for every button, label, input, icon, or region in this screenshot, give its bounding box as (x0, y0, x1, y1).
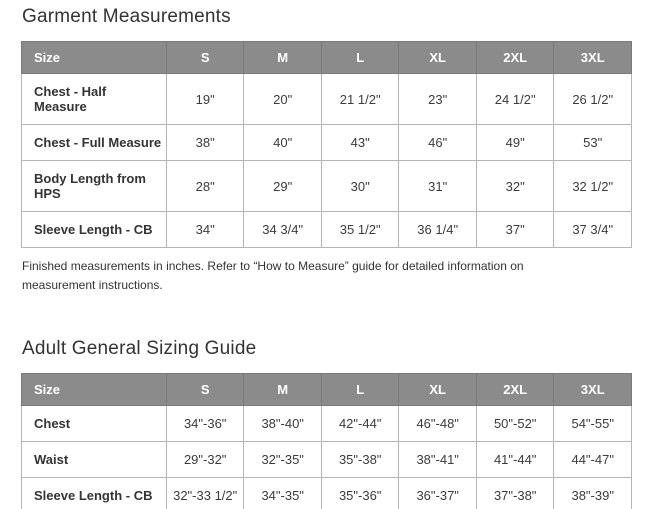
cell: 34"-35" (244, 478, 322, 509)
column-header-xl: XL (399, 374, 477, 406)
cell: 54"-55" (554, 406, 632, 442)
row-label: Chest - Half Measure (22, 74, 167, 125)
cell: 35"-38" (321, 442, 399, 478)
column-header-l: L (321, 374, 399, 406)
cell: 43" (321, 125, 399, 161)
table-row (22, 478, 632, 509)
garment-measurements-title: Garment Measurements (22, 6, 231, 27)
table-row (22, 161, 632, 212)
adult-sizing-guide-table (21, 373, 632, 509)
column-header-2xl: 2XL (476, 42, 554, 74)
table-row (22, 212, 632, 248)
cell: 53" (554, 125, 632, 161)
cell: 29"-32" (166, 442, 244, 478)
cell: 24 1/2" (476, 74, 554, 125)
adult-sizing-guide-title: Adult General Sizing Guide (22, 338, 257, 360)
table-header-row (22, 42, 632, 74)
row-label: Waist (22, 442, 167, 478)
cell: 32"-33 1/2" (166, 478, 244, 509)
cell: 32 1/2" (554, 161, 632, 212)
cell: 46" (399, 125, 477, 161)
row-label: Chest (22, 406, 167, 442)
column-header-m: M (244, 42, 322, 74)
cell: 30" (321, 161, 399, 212)
table-row (22, 442, 632, 478)
column-header-3xl: 3XL (554, 42, 632, 74)
cell: 49" (476, 125, 554, 161)
row-label: Body Length from HPS (22, 161, 167, 212)
garment-measurements-table (21, 41, 632, 248)
cell: 37" (476, 212, 554, 248)
cell: 23" (399, 74, 477, 125)
cell: 36 1/4" (399, 212, 477, 248)
cell: 34 3/4" (244, 212, 322, 248)
row-label: Sleeve Length - CB (22, 212, 167, 248)
cell: 19" (166, 74, 244, 125)
cell: 20" (244, 74, 322, 125)
column-header-size: Size (22, 374, 167, 406)
cell: 28" (166, 161, 244, 212)
table-row (22, 406, 632, 442)
table-header-row (22, 374, 632, 406)
cell: 34" (166, 212, 244, 248)
cell: 46"-48" (399, 406, 477, 442)
cell: 21 1/2" (321, 74, 399, 125)
column-header-3xl: 3XL (554, 374, 632, 406)
cell: 50"-52" (476, 406, 554, 442)
cell: 38" (166, 125, 244, 161)
cell: 38"-41" (399, 442, 477, 478)
cell: 44"-47" (554, 442, 632, 478)
table-row (22, 125, 632, 161)
cell: 29" (244, 161, 322, 212)
measurement-footnote: Finished measurements in inches. Refer to “How to Measure” guide for detailed information on measurement instructions. (22, 259, 524, 292)
cell: 32" (476, 161, 554, 212)
column-header-2xl: 2XL (476, 374, 554, 406)
cell: 31" (399, 161, 477, 212)
row-label: Sleeve Length - CB (22, 478, 167, 509)
cell: 38"-39" (554, 478, 632, 509)
cell: 36"-37" (399, 478, 477, 509)
section-divider-space (21, 294, 652, 338)
cell: 40" (244, 125, 322, 161)
cell: 32"-35" (244, 442, 322, 478)
column-header-l: L (321, 42, 399, 74)
cell: 42"-44" (321, 406, 399, 442)
cell: 35 1/2" (321, 212, 399, 248)
cell: 34"-36" (166, 406, 244, 442)
column-header-m: M (244, 374, 322, 406)
table-row (22, 74, 632, 125)
column-header-size: Size (22, 42, 167, 74)
cell: 38"-40" (244, 406, 322, 442)
cell: 37 3/4" (554, 212, 632, 248)
row-label: Chest - Full Measure (22, 125, 167, 161)
cell: 37"-38" (476, 478, 554, 509)
column-header-s: S (166, 374, 244, 406)
column-header-s: S (166, 42, 244, 74)
cell: 26 1/2" (554, 74, 632, 125)
column-header-xl: XL (399, 42, 477, 74)
cell: 35"-36" (321, 478, 399, 509)
cell: 41"-44" (476, 442, 554, 478)
